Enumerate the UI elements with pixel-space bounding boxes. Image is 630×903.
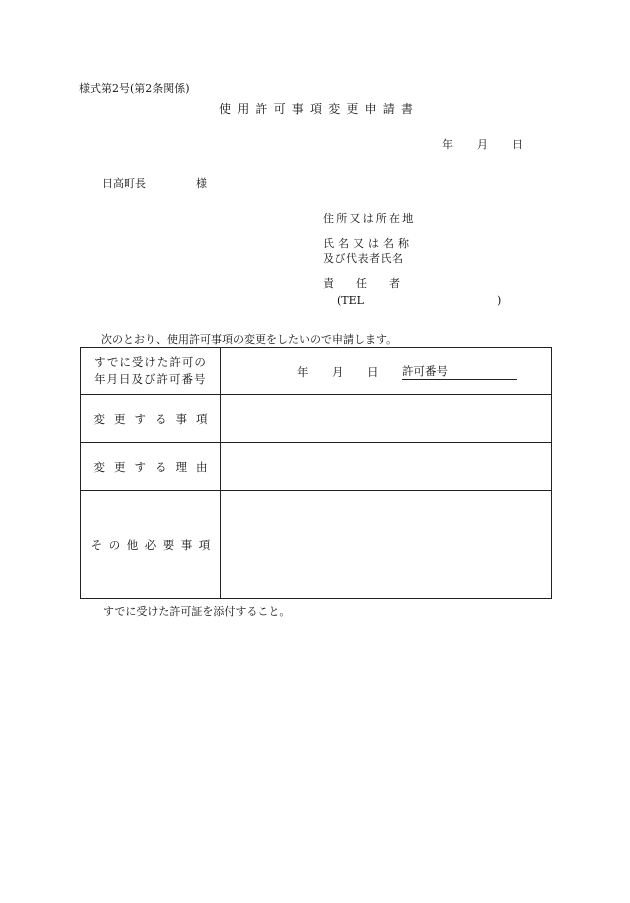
permit-info-label-cell	[81, 348, 221, 395]
permit-number-label: 許可番号	[402, 364, 517, 380]
name-label-line2: 及び代表者氏名	[323, 252, 404, 265]
change-reason-label: 変更する理由	[93, 459, 217, 474]
addressee-name: 日高町長	[102, 177, 146, 190]
permit-year-label: 年	[297, 365, 309, 379]
date-day-label: 日	[512, 138, 523, 151]
tel-label: (TEL	[337, 294, 364, 307]
application-table	[80, 347, 552, 599]
permit-info-value-cell[interactable]	[221, 348, 552, 395]
addressee-honorific: 様	[196, 177, 207, 190]
change-item-label-cell	[81, 395, 221, 443]
other-items-value-cell[interactable]	[221, 491, 552, 599]
responsible-person-label: 責 任 者	[323, 277, 400, 290]
other-items-label-cell	[81, 491, 221, 599]
tel-close-paren: )	[497, 294, 502, 307]
date-year-label: 年	[442, 138, 453, 151]
change-reason-value-cell[interactable]	[221, 443, 552, 491]
change-item-label: 変更する事項	[93, 411, 217, 426]
table-row-other	[81, 491, 552, 599]
permit-info-label-line2: 年月日及び許可番号	[94, 372, 207, 386]
change-item-value-cell[interactable]	[221, 395, 552, 443]
other-items-label: その他必要事項	[90, 537, 217, 552]
table-row-change-reason	[81, 443, 552, 491]
permit-month-label: 月	[332, 365, 344, 379]
address-label: 住所又は所在地	[323, 212, 416, 225]
intro-text: 次のとおり、使用許可事項の変更をしたいので申請します。	[101, 333, 398, 346]
document-title: 使用許可事項変更申請書	[219, 102, 420, 116]
date-month-label: 月	[477, 138, 488, 151]
name-label-line1: 氏名又は名称	[323, 237, 413, 250]
permit-day-label: 日	[367, 365, 379, 379]
table-row-permit	[81, 348, 552, 395]
attachment-note: すでに受けた許可証を添付すること。	[103, 605, 291, 618]
form-number: 様式第2号(第2条関係)	[79, 82, 190, 95]
permit-info-label-line1: すでに受けた許可の	[94, 355, 207, 369]
change-reason-label-cell	[81, 443, 221, 491]
table-row-change-item	[81, 395, 552, 443]
